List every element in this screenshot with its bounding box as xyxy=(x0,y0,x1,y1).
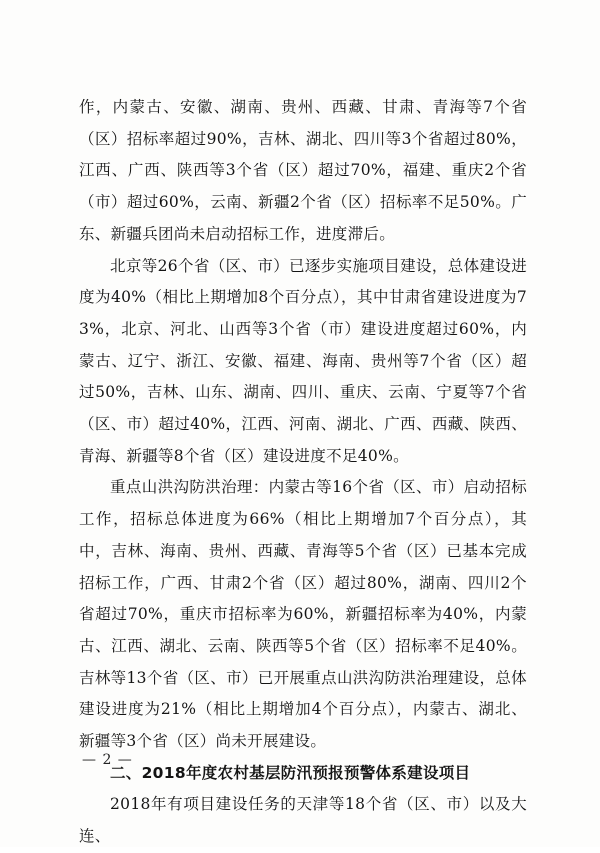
paragraph-section-two-start: 2018年有项目建设任务的天津等18个省（区、市）以及大连、 xyxy=(79,795,527,846)
section-heading: 二、2018年度农村基层防汛预报预警体系建设项目 xyxy=(110,763,471,782)
paragraph-flash-flood-gully: 重点山洪沟防洪治理：内蒙古等16个省（区、市）启动招标工作，招标总体进度为66%（相比上期增加7个百分点），其中，吉林、海南、贵州、西藏、青海等5个省（区）已基本完成招标工作，广西、甘肃2个省（区）超过80%，湖南、四川2个省超过70%，重庆市招标率为60%，新疆招标率为40%，内蒙古、江西、湖北、云南、陕西等5个省（区）招标率不足40%。吉林等13个省（区、市）已开展重点山洪沟防洪治理建设，总体建设进度为21%（相比上期增加4个百分点），内蒙古、湖北、新疆等3个省（区）尚未开展建设。 xyxy=(79,478,527,751)
paragraph-continuation: 作，内蒙古、安徽、湖南、贵州、西藏、甘肃、青海等7个省（区）招标率超过90%，吉林、湖北、四川等3个省超过80%，江西、广西、陕西等3个省（区）超过70%，福建、重庆2个省（市）超过60%，云南、新疆2个省（区）招标率不足50%。广东、新疆兵团尚未启动招标工作，进度滞后。 xyxy=(79,98,527,243)
document-body xyxy=(79,92,527,853)
page-number: — 2 — xyxy=(82,752,133,768)
paragraph-construction-progress: 北京等26个省（区、市）已逐步实施项目建设，总体建设进度为40%（相比上期增加8个百分点），其中甘肃省建设进度为73%，北京、河北、山西等3个省（市）建设进度超过60%，内蒙古、辽宁、浙江、安徽、福建、海南、贵州等7个省（区）超过50%，吉林、山东、湖南、四川、重庆、云南、宁夏等7个省（区、市）超过40%，江西、河南、湖北、广西、西藏、陕西、青海、新疆等8个省（区）建设进度不足40%。 xyxy=(79,256,527,465)
